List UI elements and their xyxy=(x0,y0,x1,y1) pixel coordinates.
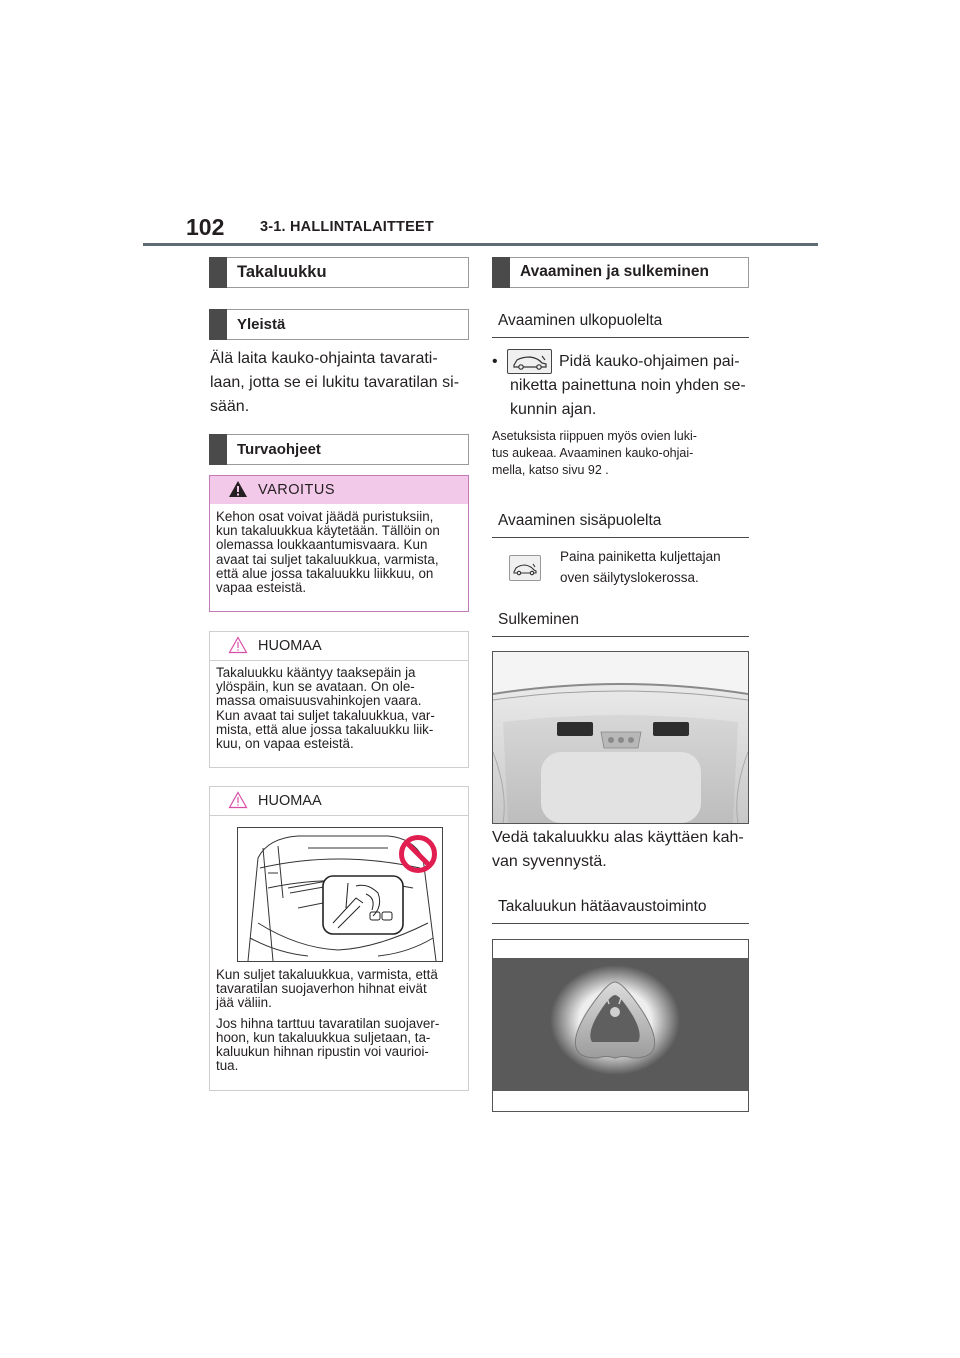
notice-box-2 xyxy=(209,786,469,1091)
notice-triangle-icon xyxy=(228,636,248,659)
notice-title: HUOMAA xyxy=(258,638,322,654)
text-line: jää väliin. xyxy=(216,995,272,1011)
text-line: Paina painiketta kuljettajan xyxy=(560,549,721,564)
subheading-rule xyxy=(492,636,749,637)
section-title-text: Takaluukku xyxy=(237,263,327,281)
text-line: Kun avaat tai suljet takaluukkua, var- xyxy=(216,707,435,723)
text-line: van syvennystä. xyxy=(492,853,607,870)
notice-text xyxy=(216,666,468,751)
subsection-yleista xyxy=(209,309,469,340)
text-line: tus aukeaa. Avaaminen kauko-ohjai- xyxy=(492,446,694,460)
subheading-inside: Avaaminen sisäpuolelta xyxy=(498,512,662,529)
subheading-rule xyxy=(492,337,749,338)
text-line: vapaa esteistä. xyxy=(216,580,307,596)
warning-text xyxy=(216,510,468,595)
section-title-takaluukku xyxy=(209,257,469,288)
inside-instructions xyxy=(560,546,750,588)
notice-box-1 xyxy=(209,631,469,768)
text-line: olemassa loukkaantumisvaara. Kun xyxy=(216,537,428,553)
notice-title: HUOMAA xyxy=(258,793,322,809)
prohibition-icon xyxy=(398,834,438,879)
text-line: Älä laita kauko-ohjainta tavarati- xyxy=(210,350,438,367)
tailgate-interior-photo xyxy=(492,651,749,824)
warning-triangle-icon xyxy=(228,480,248,503)
text-line: avaat tai suljet takaluukkua, varmista, xyxy=(216,551,439,567)
outside-note xyxy=(492,428,749,479)
section-title-text: Avaaminen ja sulkeminen xyxy=(520,263,709,280)
text-line: Kun suljet takaluukkua, varmista, että xyxy=(216,967,438,982)
text-line: oven säilytyslokerossa. xyxy=(560,570,699,585)
subheading-rule xyxy=(492,537,749,538)
outside-instructions xyxy=(510,350,755,422)
bullet: • xyxy=(492,353,498,370)
warning-box xyxy=(209,475,469,612)
text-line xyxy=(510,350,755,374)
warning-title: VAROITUS xyxy=(258,482,336,498)
text-line: Kehon osat voivat jäädä puristuksiin, xyxy=(216,509,434,524)
text-line: Takaluukku kääntyy taaksepäin ja xyxy=(216,665,416,680)
tailgate-button-icon xyxy=(509,555,541,581)
section-bar xyxy=(492,257,510,288)
page-number: 102 xyxy=(186,214,225,240)
text-line: Asetuksista riippuen myös ovien luki- xyxy=(492,429,697,443)
text-line: tavaratilan suojaverhon hihnat eivät xyxy=(216,981,427,997)
emergency-release-photo xyxy=(492,939,749,1112)
closing-instructions xyxy=(492,826,754,874)
text-line: tua. xyxy=(216,1058,239,1074)
text-line: kunnin ajan. xyxy=(510,401,597,418)
chapter-title: 3-1. HALLINTALAITTEET xyxy=(260,219,434,235)
text-line: laan, jotta se ei lukitu tavaratilan si- xyxy=(210,374,460,391)
text-line: Jos hihna tarttuu tavaratilan suojaver- xyxy=(216,1015,440,1031)
subheading-emergency: Takaluukun hätäavaustoiminto xyxy=(498,898,707,915)
section-bar xyxy=(209,309,227,340)
notice-triangle-icon xyxy=(228,791,248,814)
general-paragraph xyxy=(210,347,472,419)
section-title-avaaminen xyxy=(492,257,749,288)
text-span: Pidä kauko-ohjaimen pai- xyxy=(559,353,740,370)
warning-header xyxy=(210,476,468,504)
section-bar xyxy=(209,257,227,288)
text-line: mella, katso sivu 92 . xyxy=(492,463,609,477)
section-bar xyxy=(209,434,227,465)
text-line: kaluukun hihnan ripustin voi vaurioi- xyxy=(216,1044,429,1060)
subheading-closing: Sulkeminen xyxy=(498,611,579,628)
text-line: niketta painettuna noin yhden se- xyxy=(510,377,746,394)
trunk-strap-illustration xyxy=(237,827,443,962)
notice-header xyxy=(210,632,468,661)
subsection-title: Yleistä xyxy=(237,316,286,333)
notice-text xyxy=(216,968,468,1073)
text-line: kuu, on vapaa esteistä. xyxy=(216,736,354,752)
text-line: Vedä takaluukku alas käyttäen kah- xyxy=(492,829,744,846)
text-line: massa omaisuusvahinkojen vaara. xyxy=(216,693,422,709)
subheading-outside: Avaaminen ulkopuolelta xyxy=(498,312,663,329)
text-line: sään. xyxy=(210,398,250,415)
header-rule xyxy=(143,243,818,246)
text-line: hoon, kun takaluukkua suljetaan, ta- xyxy=(216,1029,431,1045)
notice-header xyxy=(210,787,468,816)
subsection-title: Turvaohjeet xyxy=(237,441,321,458)
text-line: ylöspäin, kun se avataan. On ole- xyxy=(216,679,415,695)
text-line: että alue jossa takaluukku liikkuu, on xyxy=(216,565,434,581)
text-line: kun takaluukkua käytetään. Tällöin on xyxy=(216,523,440,539)
subsection-turvaohjeet xyxy=(209,434,469,465)
text-line: mista, että alue jossa takaluukku liik- xyxy=(216,721,434,737)
subheading-rule xyxy=(492,923,749,924)
